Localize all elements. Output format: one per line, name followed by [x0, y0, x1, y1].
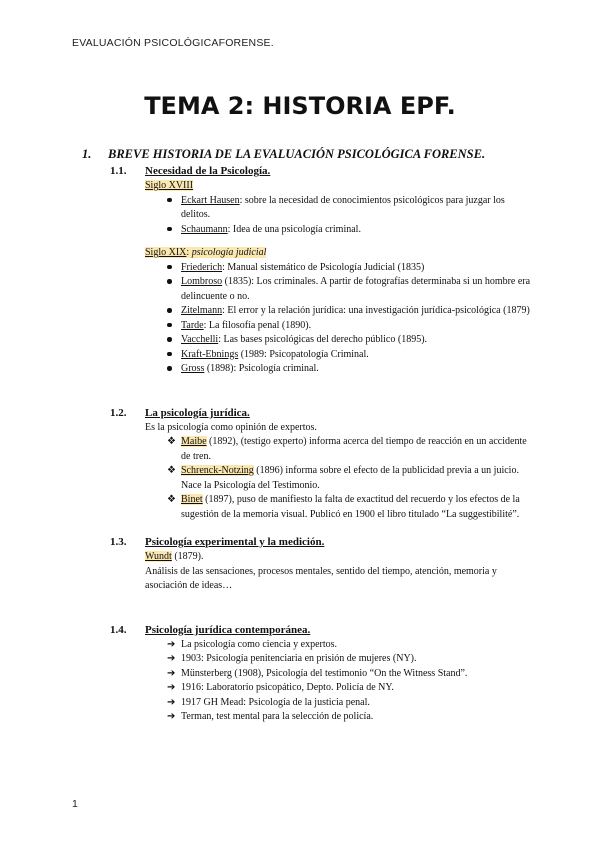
list-item: [145, 362, 535, 377]
subsection-1-1-number: 1.1.: [110, 165, 127, 177]
subsection-1-3-number: 1.3.: [110, 536, 127, 548]
siglo-xix-separator: :: [186, 247, 192, 258]
list-item: [145, 667, 535, 682]
subsection-1-3-title: Psicología experimental y la medición.: [145, 536, 325, 548]
item-text: : El error y la relación jurídica: una investigación jurídica-psicológica (1879): [222, 305, 530, 316]
page-header: EVALUACIÓN PSICOLÓGICAFORENSE.: [72, 37, 274, 49]
list-item: [145, 638, 535, 653]
item-text: (1835): Los criminales. A partir de fotografías determinaba si un hombre era delincuente o no.: [181, 276, 531, 302]
siglo-xix-list: [0, 261, 600, 377]
subsection-1-3-heading: [110, 535, 600, 550]
list-item: [145, 261, 535, 276]
item-text: 1903: Psicología penitenciaria en prisión de mujeres (NY).: [181, 653, 417, 664]
section-1-title: BREVE HISTORIA DE LA EVALUACIÓN PSICOLÓGICA FORENSE.: [108, 147, 486, 161]
list-item: [145, 435, 535, 464]
list-item: [145, 275, 535, 304]
author-name: Tarde: [181, 319, 204, 331]
siglo-xviii: Siglo XVIII: [145, 180, 194, 191]
section-1-number: 1.: [82, 147, 92, 161]
siglo-xix-highlight: [145, 247, 266, 258]
item-text: 1917 GH Mead: Psicología de la justicia penal.: [181, 696, 370, 708]
item-text: Münsterberg (1908), Psicología del testimonio “On the Witness Stand”.: [181, 667, 468, 679]
bullet-icon: [167, 348, 172, 363]
diamond-bullet-icon: ❖: [167, 465, 176, 476]
arrow-right-icon: ➔: [167, 711, 176, 722]
siglo-xviii-list: [0, 194, 600, 238]
list-item: [145, 696, 535, 711]
item-text: : sobre la necesidad de conocimientos psicológicos para juzgar los delitos.: [181, 194, 505, 220]
siglo-xix-subtitle: psicología judicial: [191, 247, 267, 258]
author-name: Eckart Hausen: [181, 194, 240, 206]
author-name: Kraft-Ebnings: [181, 348, 239, 360]
subsection-1-1-title: Necesidad de la Psicología.: [145, 165, 271, 177]
item-text: (1897), puso de manifiesto la falta de exactitud del recuerdo y los efectos de la sugestión de la memoria visual. Publicó en 1900 el libro titulado “La suggestibilité”.: [181, 494, 520, 520]
subsection-1-4-heading: [110, 623, 600, 638]
item-text: (1989: Psicopatología Criminal.: [238, 348, 369, 360]
list-item: [145, 223, 535, 238]
author-name: Binet: [181, 494, 203, 505]
subsection-1-3-paragraph: Análisis de las sensaciones, procesos mentales, sentido del tiempo, atención, memoria y asociación de ideas…: [145, 565, 497, 591]
subsection-1-1-heading: [110, 164, 600, 179]
list-item: [145, 194, 535, 223]
author-name: Schrenck-Notzing: [181, 465, 254, 476]
arrow-right-icon: ➔: [167, 682, 176, 693]
bullet-icon: [167, 362, 172, 377]
subsection-1-2-intro: Es la psicología como opinión de expertos.: [145, 421, 317, 433]
page-number: 1: [72, 798, 78, 810]
bullet-icon: [167, 333, 172, 348]
psicologia-contemporanea-list: [0, 638, 600, 725]
item-text: La psicología como ciencia y expertos.: [181, 638, 338, 650]
arrow-right-icon: ➔: [167, 653, 176, 664]
arrow-right-icon: ➔: [167, 696, 176, 708]
item-text: Terman, test mental para la selección de policía.: [181, 711, 374, 722]
author-name: Lombroso: [181, 276, 223, 287]
section-1-heading: [82, 146, 600, 162]
list-item: [145, 493, 535, 522]
list-item: [145, 348, 535, 363]
document-body: [0, 146, 600, 725]
subsection-1-2-title: La psicología jurídica.: [145, 406, 250, 419]
list-item: [145, 304, 535, 319]
subsection-1-4-number: 1.4.: [110, 623, 127, 636]
author-name: Gross: [181, 363, 205, 374]
item-text: : Idea de una psicología criminal.: [227, 223, 361, 235]
author-name: Schaumann: [181, 223, 228, 235]
bullet-icon: [167, 194, 172, 209]
list-item: [145, 652, 535, 667]
bullet-icon: [167, 223, 172, 238]
author-name: Zitelmann: [181, 305, 223, 316]
item-text: : Las bases psicológicas del derecho público (1895).: [218, 334, 428, 345]
item-text: (1898): Psicología criminal.: [204, 363, 319, 374]
item-text: : Manual sistemático de Psicología Judicial (1835): [222, 261, 425, 273]
bullet-icon: [167, 319, 172, 334]
wundt-line: [145, 550, 530, 565]
siglo-xix-label: [145, 246, 530, 261]
item-text: (1892), (testigo experto) informa acerca del tiempo de reacción en un accidente de tren.: [181, 436, 527, 462]
psicologia-juridica-list: [0, 435, 600, 522]
subsection-1-2-heading: [110, 406, 600, 421]
list-item: [145, 319, 535, 334]
item-text: (1896) informa sobre el efecto de la publicidad previa a un juicio. Nace la Psicología del Testimonio.: [181, 465, 519, 491]
wundt-year: (1879).: [171, 551, 204, 562]
item-text: 1916: Laboratorio psicopático, Depto. Policía de NY.: [181, 682, 394, 693]
list-item: [145, 710, 535, 725]
list-item: [145, 333, 535, 348]
author-name: Wundt: [145, 551, 172, 562]
diamond-bullet-icon: ❖: [167, 494, 176, 505]
document-title: TEMA 2: HISTORIA EPF.: [144, 92, 456, 120]
bullet-icon: [167, 275, 172, 290]
bullet-icon: [167, 261, 172, 276]
author-name: Vacchelli: [181, 334, 219, 345]
siglo-xviii-label: [145, 179, 530, 194]
author-name: Friederich: [181, 261, 223, 273]
item-text: : La filosofía penal (1890).: [203, 319, 312, 331]
diamond-bullet-icon: ❖: [167, 436, 176, 447]
subsection-1-4-title: Psicología jurídica contemporánea.: [145, 623, 311, 636]
arrow-right-icon: ➔: [167, 638, 176, 650]
subsection-1-2-number: 1.2.: [110, 406, 127, 419]
list-item: [145, 464, 535, 493]
author-name: Maibe: [181, 436, 207, 447]
siglo-xix: Siglo XIX: [145, 247, 187, 258]
bullet-icon: [167, 304, 172, 319]
list-item: [145, 681, 535, 696]
arrow-right-icon: ➔: [167, 667, 176, 679]
